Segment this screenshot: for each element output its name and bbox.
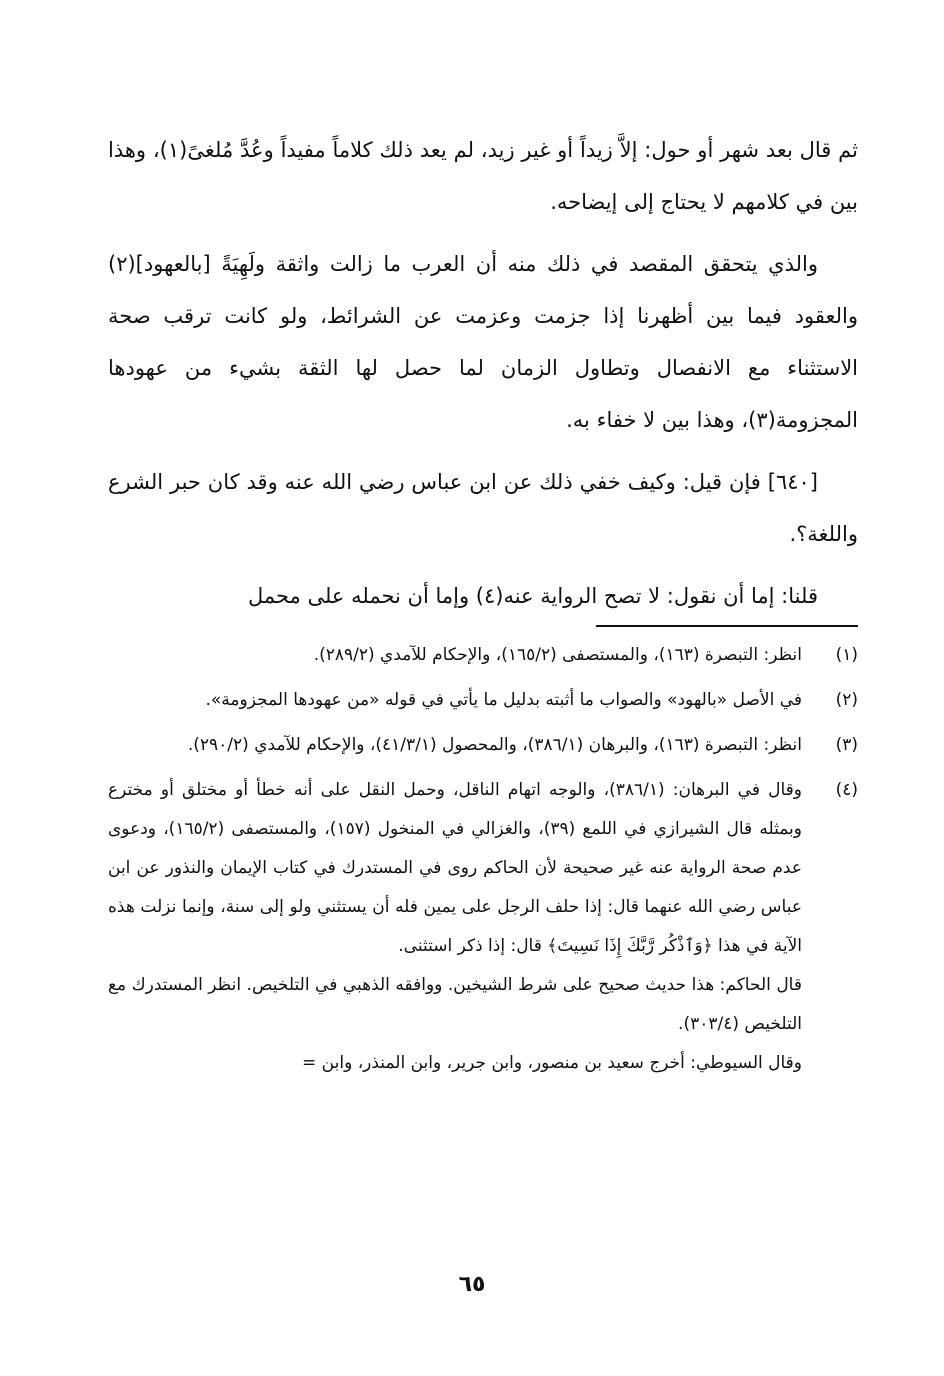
footnote-continuation-2: وقال السيوطي: أخرج سعيد بن منصور، وابن جرير، وابن المنذر، وابن = bbox=[302, 1053, 802, 1073]
paragraph-4: قلنا: إما أن نقول: لا تصح الرواية عنه(٤) وإما أن نحمله على محمل bbox=[247, 584, 818, 608]
footnote-text: انظر: التبصرة (١٦٣)، والمستصفى (١٦٥/٢)، والإحكام للآمدي (٢٨٩/٢). bbox=[313, 645, 802, 665]
page-number: ٦٥ bbox=[458, 1272, 486, 1297]
footnotes bbox=[108, 636, 858, 1089]
footnote-text: انظر: التبصرة (١٦٣)، والبرهان (٣٨٦/١)، والمحصول (٤١/٣/١)، والإحكام للآمدي (٢٩٠/٢). bbox=[187, 735, 802, 755]
paragraph-2: والذي يتحقق المقصد في ذلك منه أن العرب ما زالت واثقة ولَهِيَةً [بالعهود](٢) والعقود فيما بين أظهرنا إذا جزمت وعزمت عن الشرائط، ولو كانت ترقب صحة الاستثناء مع الانفصال وتطاول الزمان لما حصل لها الثقة بشيء من عهودها المجزومة(٣)، وهذا بين لا خفاء به. bbox=[108, 252, 858, 432]
footnote-4 bbox=[108, 771, 858, 1083]
paragraph-3: [٦٤٠] فإن قيل: وكيف خفي ذلك عن ابن عباس رضي الله عنه وقد كان حبر الشرع واللغة؟. bbox=[108, 470, 858, 546]
footnote-number: (٢) bbox=[835, 690, 858, 710]
footnote-number: (٤) bbox=[835, 780, 858, 800]
footnote-2 bbox=[108, 681, 858, 720]
footnote-continuation-1: قال الحاكم: هذا حديث صحيح على شرط الشيخين. ووافقه الذهبي في التلخيص. انظر المستدرك مع التلخيص (٣٠٣/٤). bbox=[108, 975, 802, 1034]
footnote-1 bbox=[108, 636, 858, 675]
paragraph-1: ثم قال بعد شهر أو حول: إلاَّ زيداً أو غير زيد، لم يعد ذلك كلاماً مفيداً وعُدَّ مُلغىً(١)، وهذا بين في كلامهم لا يحتاج إلى إيضاحه. bbox=[108, 138, 859, 214]
main-text bbox=[108, 124, 858, 632]
footnote-number: (١) bbox=[835, 645, 858, 665]
footnote-text: في الأصل «بالهود» والصواب ما أثبته بدليل ما يأتي في قوله «من عهودها المجزومة». bbox=[205, 690, 802, 710]
footnote-3 bbox=[108, 726, 858, 765]
footnote-separator bbox=[596, 625, 858, 627]
footnote-number: (٣) bbox=[835, 735, 858, 755]
footnote-text: وقال في البرهان: (٣٨٦/١)، والوجه اتهام الناقل، وحمل النقل على أنه خطأ أو مختلق أو مخترع وبمثله قال الشيرازي في اللمع (٣٩)، والغزالي في المنخول (١٥٧)، والمستصفى (١٦٥/٢)، ودعوى عدم صحة الرواية عنه غير صحيحة لأن الحاكم روى في المستدرك في كتاب الإيمان والنذور عن ابن عباس رضي الله عنهما قال: إذا حلف الرجل على يمين فله أن يستثني ولو إلى سنة، وإنما نزلت هذه الآية في هذا ﴿وَٱذْكُر رَّبَّكَ إِذَا نَسِيتَ﴾ قال: إذا ذكر استثنى. bbox=[108, 780, 802, 956]
